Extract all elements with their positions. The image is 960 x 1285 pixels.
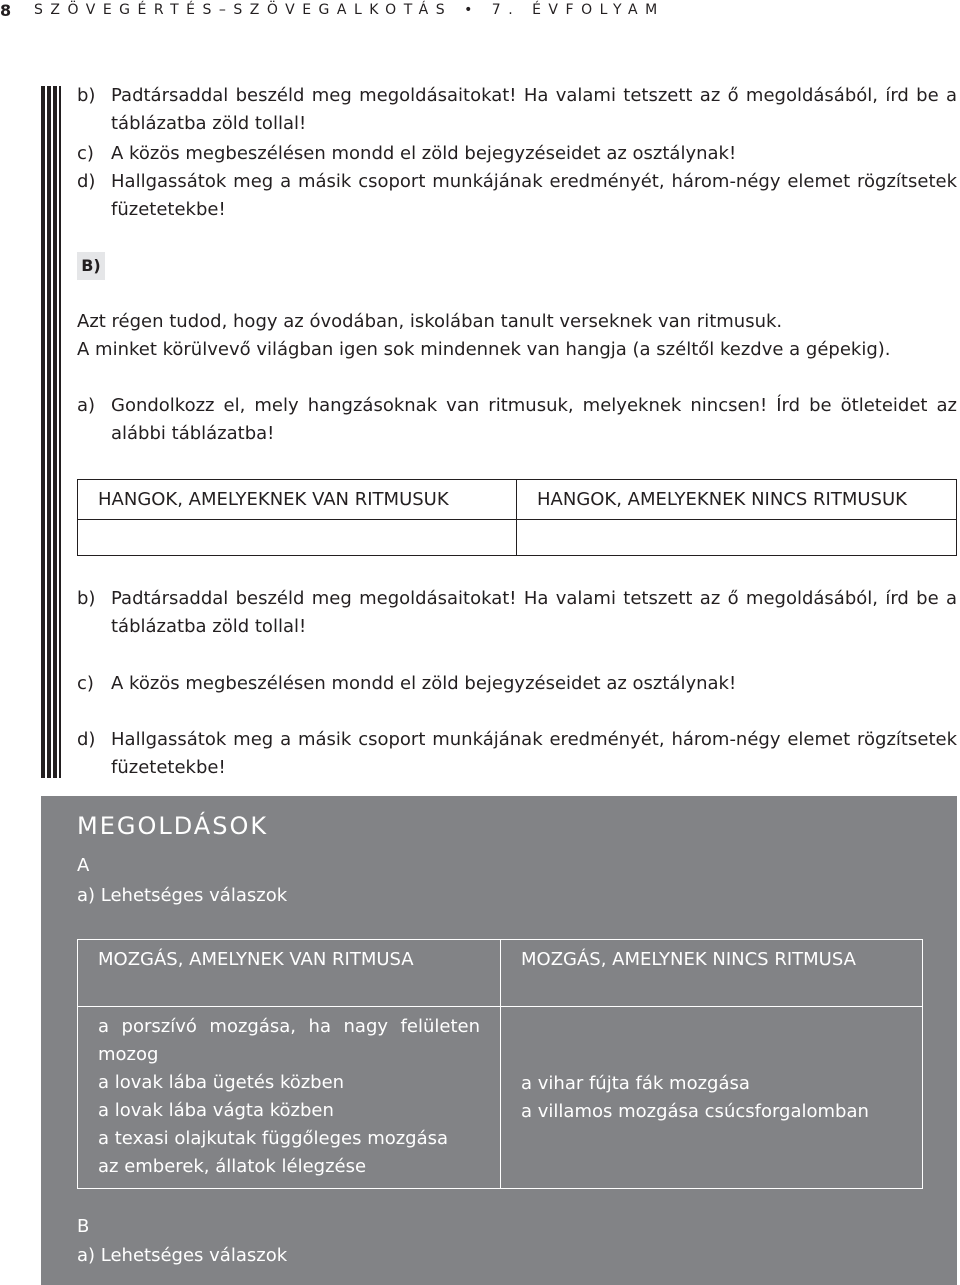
running-title: SZÖVEGÉRTÉS–SZÖVEGALKOTÁS • 7. ÉVFOLYAM: [34, 2, 665, 18]
item-d: [77, 726, 957, 782]
item-text: Hallgassátok meg a másik csoport munkájának eredményét, három-négy elemet rögzítsetek füzetetekbe!: [111, 729, 957, 778]
sounds-table: [77, 479, 957, 556]
item-text: Hallgassátok meg a másik csoport munkájának eredményét, három-négy elemet rögzítsetek füzetetekbe!: [111, 171, 957, 220]
section-b-badge: B): [77, 252, 105, 280]
item-text: Gondolkozz el, mely hangzásoknak van ritmusuk, melyeknek nincsen! Írd be ötleteidet az alábbi táblázatba!: [111, 395, 957, 444]
item-label: a): [77, 395, 96, 416]
sol-left-item: az emberek, állatok lélegzése: [98, 1156, 367, 1177]
item-text: Padtársaddal beszéld meg megoldásaitokat! Ha valami tetszett az ő megoldásából, írd be a táblázatba zöld tollal!: [111, 588, 957, 637]
item-label: c): [77, 143, 94, 164]
table-header-no-rhythm: HANGOK, AMELYEKNEK NINCS RITMUSUK: [517, 480, 957, 520]
margin-bars: [41, 86, 61, 778]
sol-right-item: a vihar fújta fák mozgása: [521, 1072, 750, 1094]
table-cell-rhythm[interactable]: [78, 520, 517, 556]
item-b: [77, 585, 957, 641]
task-a: [77, 392, 957, 448]
item-label: d): [77, 171, 96, 192]
item-text: Padtársaddal beszéld meg megoldásaitokat! Ha valami tetszett az ő megoldásából, írd be a táblázatba zöld tollal!: [111, 85, 957, 134]
item-label: c): [77, 673, 94, 694]
item-c: [77, 670, 957, 698]
sol-header-no-rhythm: MOZGÁS, AMELYNEK NINCS RITMUSA: [501, 940, 923, 1007]
top-item-b: [77, 82, 957, 138]
intro-line-2: A minket körülvevő világban igen sok mindennek van hangja (a széltől kezdve a gépekig).: [77, 339, 891, 360]
solutions-table: [77, 939, 923, 1189]
solutions-box: [41, 796, 957, 1285]
table-header-rhythm: HANGOK, AMELYEKNEK VAN RITMUSUK: [78, 480, 517, 520]
sol-cell-rhythm: [78, 1007, 501, 1189]
item-label: b): [77, 85, 96, 106]
sol-cell-no-rhythm: [501, 1007, 923, 1189]
item-label: d): [77, 729, 96, 750]
solutions-b-heading: B: [77, 1216, 90, 1237]
solutions-b-sub: a) Lehetséges válaszok: [77, 1245, 288, 1266]
item-label: b): [77, 588, 96, 609]
item-text: A közös megbeszélésen mondd el zöld bejegyzéseidet az osztálynak!: [111, 143, 737, 164]
sol-left-item: a porszívó mozgása, ha nagy felületen mozog: [98, 1016, 480, 1065]
solutions-a-heading: A: [77, 855, 90, 876]
page-header: [0, 0, 960, 22]
solutions-a-sub: a) Lehetséges válaszok: [77, 885, 288, 906]
sol-left-item: a lovak lába vágta közben: [98, 1100, 334, 1121]
table-cell-no-rhythm[interactable]: [517, 520, 957, 556]
top-item-d: [77, 168, 957, 224]
sol-left-item: a lovak lába ügetés közben: [98, 1072, 345, 1093]
sol-header-rhythm: MOZGÁS, AMELYNEK VAN RITMUSA: [78, 940, 501, 1007]
intro-line-1: Azt régen tudod, hogy az óvodában, iskolában tanult verseknek van ritmusuk.: [77, 311, 783, 332]
page-number: 8: [0, 1, 12, 20]
item-text: A közös megbeszélésen mondd el zöld bejegyzéseidet az osztálynak!: [111, 673, 737, 694]
solutions-title: MEGOLDÁSOK: [77, 812, 269, 840]
sol-right-item: a villamos mozgása csúcsforgalomban: [521, 1100, 869, 1122]
sol-left-item: a texasi olajkutak függőleges mozgása: [98, 1128, 449, 1149]
top-item-c: [77, 140, 957, 168]
